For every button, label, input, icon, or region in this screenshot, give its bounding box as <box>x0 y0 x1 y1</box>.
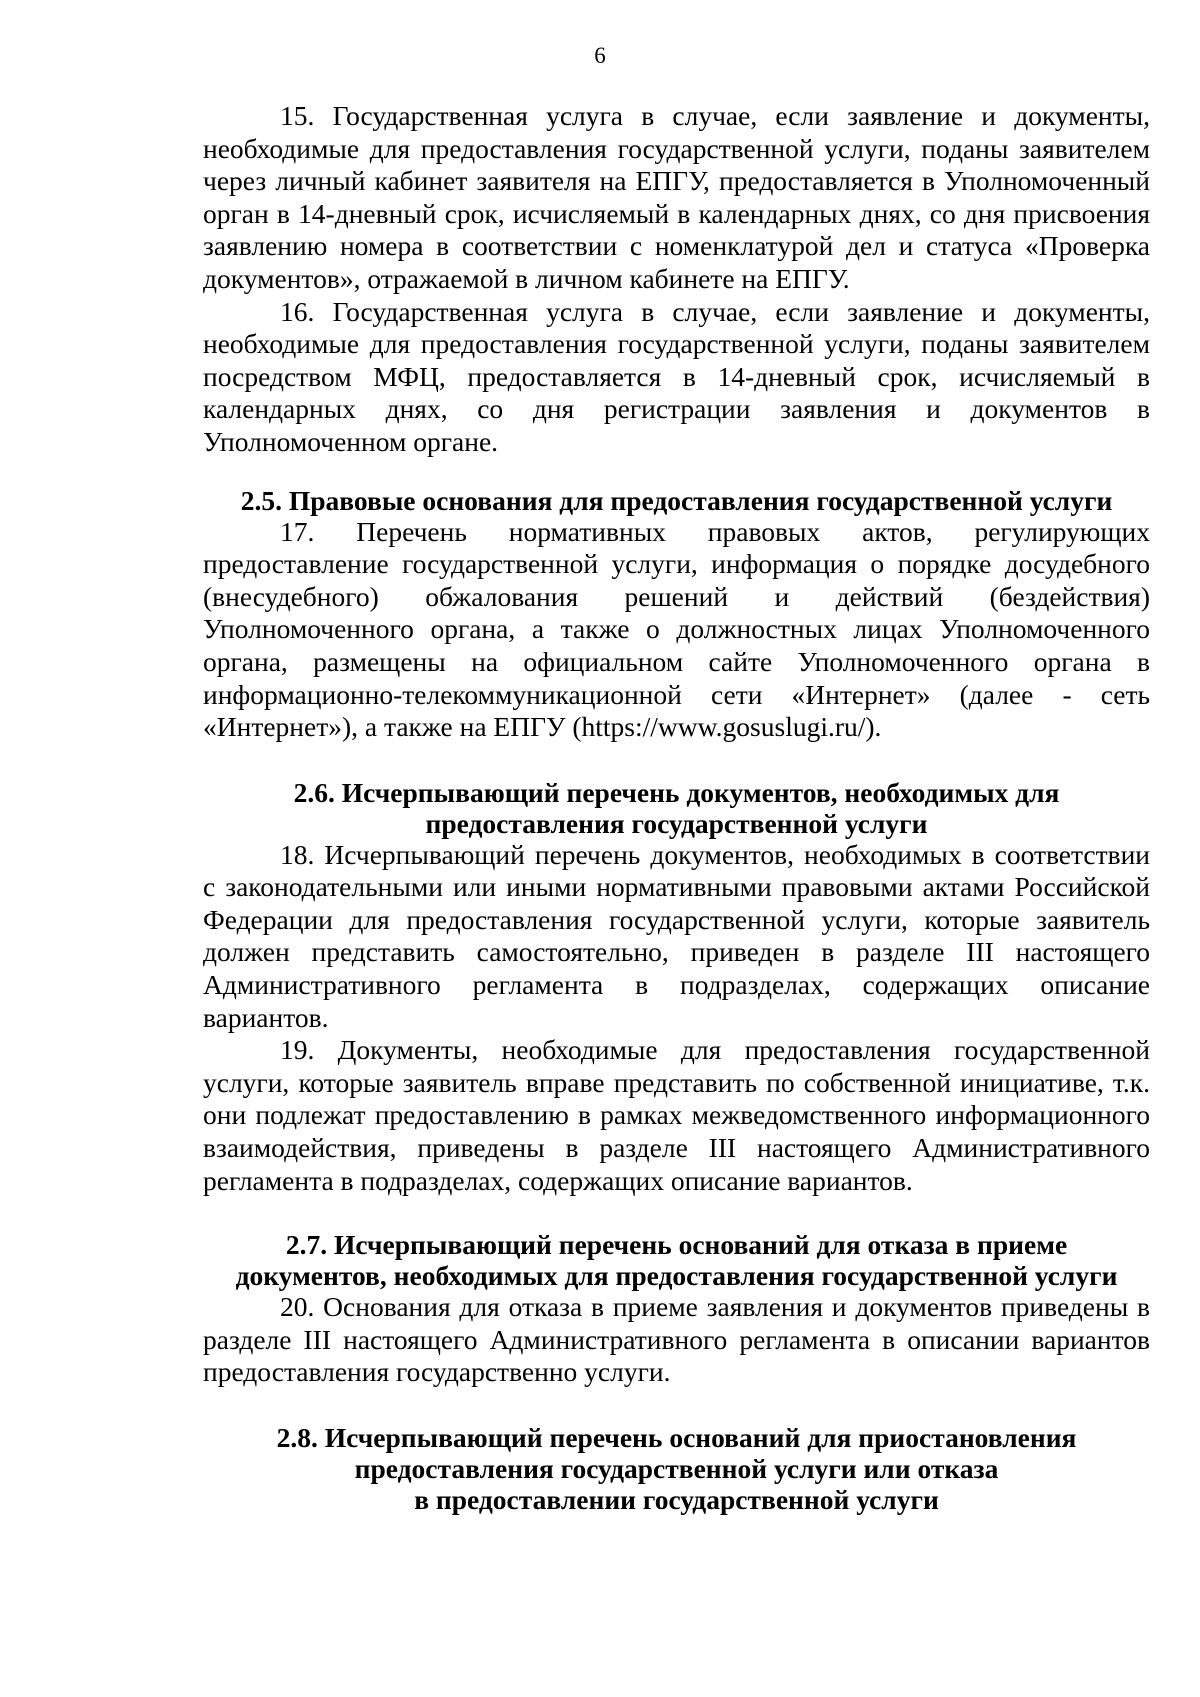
paragraph-15: 15. Государственная услуга в случае, если заявление и документы, необходимые для предоставления государственной услуги, поданы заявителем через личный кабинет заявителя на ЕПГУ, предоставляется в Уполномоченный орган в 14-дневный срок, исчисляемый в календарных днях, со дня присвоения заявлению номера в соответствии с номенклатурой дел и статуса «Проверка документов», отражаемой в личном кабинете на ЕПГУ. <box>203 100 1150 294</box>
section-heading-2-8-line-3: в предоставлении государственной услуги <box>414 1484 939 1515</box>
paragraph-19: 19. Документы, необходимые для предоставления государственной услуги, которые заявитель вправе представить по собственной инициативе, т.к. они подлежат предоставлению в рамках межведомственного информационного взаимодействия, приведены в разделе III настоящего Административного регламента в подразделах, содержащих описание вариантов. <box>203 1034 1150 1196</box>
section-heading-2-7-line-1: 2.7. Исчерпывающий перечень оснований для отказа в приеме <box>285 1229 1068 1261</box>
section-heading-2-8 <box>203 1422 1150 1515</box>
section-heading-2-6-line-1: 2.6. Исчерпывающий перечень документов, необходимых для <box>293 776 1060 808</box>
section-heading-2-7-line-2: документов, необходимых для предоставления государственной услуги <box>235 1260 1118 1292</box>
paragraph-18: 18. Исчерпывающий перечень документов, необходимых в соответствии с законодательными или иными нормативными правовыми актами Российской Федерации для предоставления государственной услуги, которые заявитель должен представить самостоятельно, приведен в разделе III настоящего Административного регламента в подразделах, содержащих описание вариантов. <box>203 838 1150 1033</box>
paragraph-17: 17. Перечень нормативных правовых актов, регулирующих предоставление государственной услуги, информация о порядке досудебного (внесудебного) обжалования решений и действий (бездействия) Уполномоченного органа, а также о должностных лицах Уполномоченного органа, размещены на официальном сайте Уполномоченного органа в информационно-телекоммуникационной сети «Интернет» (далее - сеть «Интернет»), а также на ЕПГУ (https://www.gosuslugi.ru/). <box>203 515 1150 743</box>
section-heading-2-6 <box>203 777 1150 839</box>
section-heading-2-8-line-1: 2.8. Исчерпывающий перечень оснований для приостановления <box>276 1422 1077 1453</box>
section-heading-2-5 <box>203 485 1150 516</box>
page-number: 6 <box>594 43 606 68</box>
section-heading-2-8-line-2: предоставления государственной услуги или отказа <box>354 1453 999 1484</box>
paragraph-20: 20. Основания для отказа в приеме заявления и документов приведены в разделе III настоящего Административного регламента в описании вариантов предоставления государственно услуги. <box>203 1291 1150 1388</box>
document-body <box>203 100 1150 1515</box>
section-heading-2-6-line-2: предоставления государственной услуги <box>425 807 928 839</box>
section-heading-2-7 <box>203 1229 1150 1291</box>
section-heading-2-5-text: 2.5. Правовые основания для предоставления государственной услуги <box>240 484 1113 516</box>
paragraph-16: 16. Государственная услуга в случае, если заявление и документы, необходимые для предоставления государственной услуги, поданы заявителем посредством МФЦ, предоставляется в 14-дневный срок, исчисляемый в календарных днях, со дня регистрации заявления и документов в Уполномоченном органе. <box>203 295 1150 457</box>
